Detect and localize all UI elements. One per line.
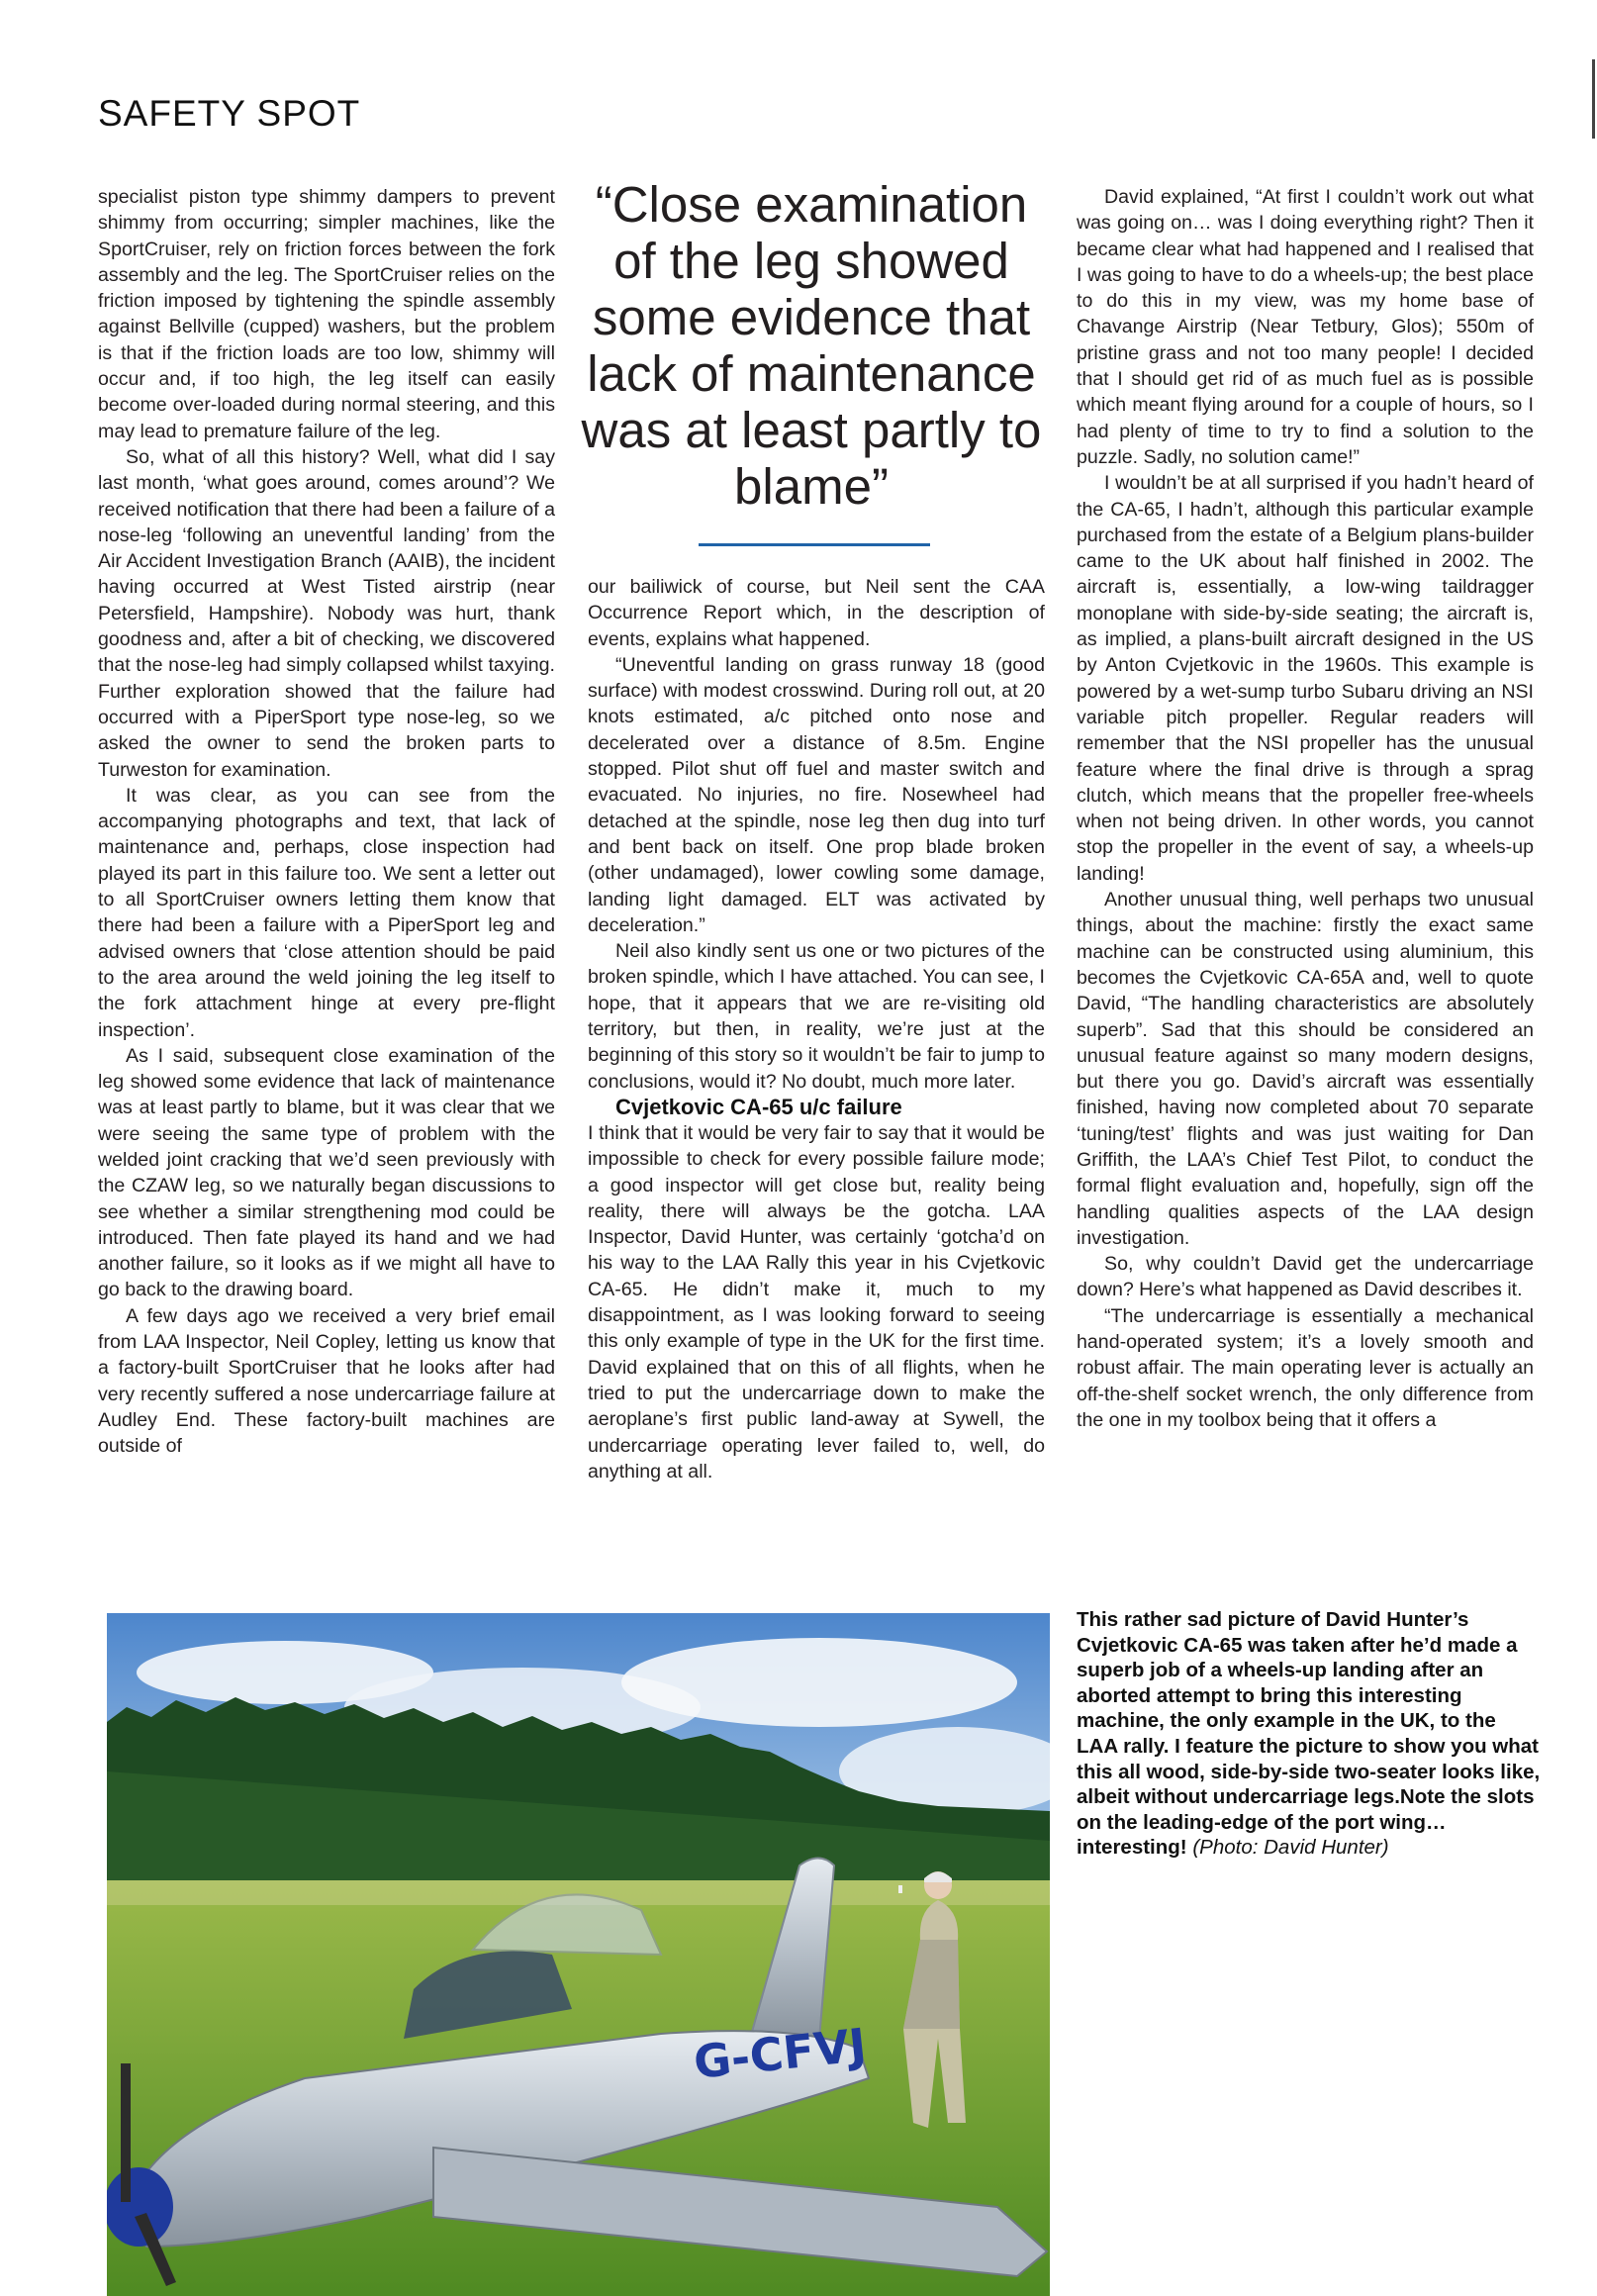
col2-paragraph: “Uneventful landing on grass runway 18 (good surface) with modest crosswind. During roll out, at 20 knots estimated, a/c pitched onto nose and decelerated over a distance of 8.5m. Engine stopped. Pilot shut off fuel and master switch and evacuated. No injuries, no fire. Nosewheel had detached at the spindle, nose leg then dug into turf and bent back on itself. One prop blade broken (other undamaged), lower cowling some damage, landing light damaged. ELT was activated by deceleration.” <box>588 653 1045 936</box>
article-column-1 <box>98 184 555 1570</box>
section-title: SAFETY SPOT <box>98 93 361 134</box>
col1-paragraph: A few days ago we received a very brief email from LAA Inspector, Neil Copley, letting us know that a factory-built SportCruiser that he looks after had very recently suffered a nose undercarriage failure at Audley End. These factory-built machines are outside of <box>98 1304 555 1458</box>
col3-paragraph: “The undercarriage is essentially a mechanical hand-operated system; it’s a lovely smooth and robust affair. The main operating lever is actually an off-the-shelf socket wrench, the only difference from the one in my toolbox being that it offers a <box>1077 1304 1534 1431</box>
photo-credit: (Photo: David Hunter) <box>1192 1836 1389 1860</box>
col1-paragraph: So, what of all this history? Well, what did I say last month, ‘what goes around, comes around’? We received notification that there had been a failure of a nose-leg ‘following an uneventful landing’ from the Air Accident Investigation Branch (AAIB), the incident having occurred at West Tisted airstrip (near Petersfield, Hampshire). Nobody was hurt, thank goodness and, after a bit of checking, we discovered that the nose-leg had simply collapsed whilst taxying. Further exploration showed that the failure had occurred with a PiperSport type nose-leg, so we asked the owner to send the broken parts to Turweston for examination. <box>98 445 555 781</box>
col2-paragraph: I think that it would be very fair to say that it would be impossible to check for every possible failure mode; a good inspector will get close but, reality being reality, there will always be the gotcha. LAA Inspector, David Hunter, was certainly ‘gotcha’d on his way to the LAA Rally this year in his Cvjetkovic CA-65. He didn’t make it, much to my disappointment, as I was looking forward to seeing this only example of type in the UK for the first time. David explained that on this of all flights, when he tried to put the undercarriage down to make the aeroplane’s first public land-away at Sywell, the undercarriage operating lever failed to, well, do anything at all. <box>588 1121 1045 1483</box>
pull-quote: “Close examination of the leg showed some evidence that lack of maintenance was at least partly to blame” <box>581 176 1042 515</box>
page-edge-mark <box>1592 59 1595 139</box>
col1-paragraph: As I said, subsequent close examination of the leg showed some evidence that lack of maintenance was at least partly to blame, but it was clear that we were seeing the same type of problem with the welded joint cracking that we’d seen previously with the CZAW leg, so we naturally began discussions to see whether a similar strengthening mod could be introduced. Then fate played its hand and we had another failure, so it looks as if we might all have to go back to the drawing board. <box>98 1044 555 1301</box>
col3-paragraph: I wouldn’t be at all surprised if you hadn’t heard of the CA-65, I hadn’t, although this particular example purchased from the estate of a Belgium plans-builder came to the UK about half finished in 2002. The aircraft is, essentially, a low-wing taildragger monoplane with side-by-side seating; the aircraft is, as implied, a plans-built aircraft designed in the US by Anton Cvjetkovic in the 1960s. This example is powered by a wet-sump turbo Subaru driving an NSI variable pitch propeller. Regular readers will remember that the NSI propeller has the unusual feature where the final drive is through a sprag clutch, which means that the propeller free-wheels when not being driven. In other words, you cannot stop the propeller in the event of say, a wheels-up landing! <box>1077 472 1534 885</box>
col1-paragraph: specialist piston type shimmy dampers to prevent shimmy from occurring; simpler machines, like the SportCruiser, rely on friction forces between the fork assembly and the leg. The SportCruiser relies on the friction imposed by tightening the spindle assembly against Bellville (cupped) washers, but the problem is that if the friction loads are too low, shimmy will occur and, if too high, the leg itself can easily become over-loaded during normal steering, and this may lead to premature failure of the leg. <box>98 186 555 442</box>
aircraft-photo <box>107 1613 1050 2296</box>
aircraft-registration: G-CFVJ <box>691 2017 869 2089</box>
photo-caption <box>1077 1607 1542 1861</box>
col3-paragraph: David explained, “At first I couldn’t work out what was going on… was I doing everything right? Then it became clear what had happened and I realised that I was going to have to do a wheels-up; the best place to do this in my view, was my home base of Chavange Airstrip (Near Tetbury, Glos); 550m of pristine grass and not too many people! I decided that I should get rid of as much fuel as is possible which meant flying around for a couple of hours, so I had plenty of time to try to find a solution to the puzzle. Sadly, no solution came!” <box>1077 186 1534 468</box>
subheading: Cvjetkovic CA-65 u/c failure <box>615 1094 902 1119</box>
photo-caption-text: This rather sad picture of David Hunter’s Cvjetkovic CA-65 was taken after he’d made a superb job of a wheels-up landing after an aborted attempt to bring this interesting machine, the only example in the UK, to the LAA rally. I feature the picture to show you what this all wood, side-by-side two-seater looks like, albeit without undercarriage legs.Note the slots on the leading-edge of the port wing… interesting! <box>1077 1608 1541 1860</box>
article-column-2 <box>588 574 1045 1564</box>
article-column-3 <box>1077 184 1534 1570</box>
pull-quote-rule <box>699 543 930 546</box>
col3-paragraph: Another unusual thing, well perhaps two unusual things, about the machine: firstly the exact same machine can be constructed using aluminium, this becomes the Cvjetkovic CA-65A and, well to quote David, “The handling characteristics are absolutely superb”. Sad that this should be considered an unusual feature against so many modern designs, but there you go. David’s aircraft was essentially finished, having now completed about 70 separate ‘tuning/test’ flights and was just waiting for Dan Griffith, the LAA’s Chief Test Pilot, to conduct the formal flight evaluation and, hopefully, sign off the handling qualities aspects of the LAA design investigation. <box>1077 889 1534 1249</box>
col2-paragraph: our bailiwick of course, but Neil sent the CAA Occurrence Report which, in the description of events, explains what happened. <box>588 576 1045 650</box>
col3-paragraph: So, why couldn’t David get the undercarriage down? Here’s what happened as David describes it. <box>1077 1253 1534 1301</box>
col2-paragraph: Neil also kindly sent us one or two pictures of the broken spindle, which I have attached. You can see, I hope, that it appears that we are re-visiting old territory, but then, in reality, we’re just at the beginning of this story so it wouldn’t be fair to jump to conclusions, would it? No doubt, much more later. <box>588 940 1045 1093</box>
col1-paragraph: It was clear, as you can see from the accompanying photographs and text, that lack of maintenance and, perhaps, close inspection had played its part in this failure too. We sent a letter out to all SportCruiser owners letting them know that there had been a failure with a PiperSport leg and advised owners that ‘close attention should be paid to the area around the weld joining the leg itself to the fork attachment hinge at every pre-flight inspection’. <box>98 784 555 1041</box>
aircraft-photo-illustration <box>107 1613 1050 2296</box>
